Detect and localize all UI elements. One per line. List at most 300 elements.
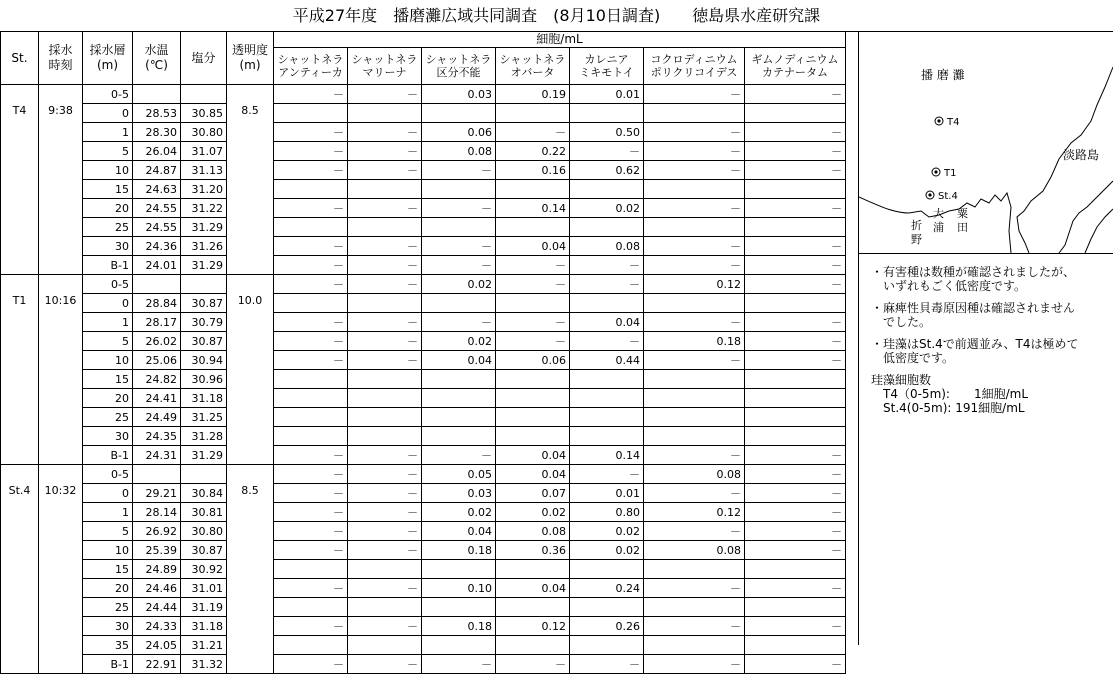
- salinity-cell: 31.26: [181, 237, 227, 256]
- cell-density: －: [274, 446, 348, 465]
- cell-density: [644, 408, 745, 427]
- temp-cell: 24.55: [133, 199, 181, 218]
- temp-cell: [133, 465, 181, 484]
- cell-density: －: [274, 161, 348, 180]
- cell-density: 0.04: [496, 446, 570, 465]
- table-row: [1, 370, 846, 389]
- col-header-species: シャットネラ 区分不能: [422, 48, 496, 85]
- salinity-cell: 30.92: [181, 560, 227, 579]
- cell-density: －: [348, 332, 422, 351]
- cell-density: －: [422, 161, 496, 180]
- salinity-cell: 31.29: [181, 256, 227, 275]
- cell-density: －: [644, 351, 745, 370]
- cell-density: [348, 294, 422, 313]
- cell-density: [570, 180, 644, 199]
- cell-density: 0.06: [422, 123, 496, 142]
- temp-cell: 24.44: [133, 598, 181, 617]
- cell-density: [422, 104, 496, 123]
- cell-density: 0.02: [570, 522, 644, 541]
- map-label-sea: 播 磨 灘: [921, 68, 965, 82]
- salinity-cell: 30.84: [181, 484, 227, 503]
- temp-cell: 24.01: [133, 256, 181, 275]
- temp-cell: 24.31: [133, 446, 181, 465]
- col-header-species: シャットネラ マリーナ: [348, 48, 422, 85]
- table-row: [1, 579, 846, 598]
- cell-density: [570, 598, 644, 617]
- cell-density: －: [745, 161, 846, 180]
- cell-density: [422, 389, 496, 408]
- temp-cell: 28.84: [133, 294, 181, 313]
- cell-density: －: [644, 484, 745, 503]
- table-row: [1, 123, 846, 142]
- cell-density: 0.01: [570, 85, 644, 104]
- cell-density: [745, 427, 846, 446]
- cell-density: －: [422, 655, 496, 674]
- salinity-cell: 31.25: [181, 408, 227, 427]
- transparency-cell: 10.0: [227, 275, 274, 465]
- cell-density: －: [496, 123, 570, 142]
- salinity-cell: 30.87: [181, 294, 227, 313]
- cell-density: 0.14: [496, 199, 570, 218]
- cell-density: [348, 104, 422, 123]
- cell-density: 0.08: [422, 142, 496, 161]
- cell-density: －: [274, 85, 348, 104]
- cell-density: 0.02: [422, 332, 496, 351]
- cell-density: 0.02: [570, 199, 644, 218]
- col-header-layer: 採水層 (m): [83, 32, 133, 85]
- salinity-cell: 31.22: [181, 199, 227, 218]
- cell-density: 0.04: [496, 465, 570, 484]
- cell-density: [496, 218, 570, 237]
- diatom-count-title: 珪藻細胞数: [871, 373, 932, 387]
- table-row: [1, 332, 846, 351]
- cell-density: [644, 104, 745, 123]
- cell-density: [422, 218, 496, 237]
- col-header-cells: 細胞/mL: [274, 32, 846, 48]
- cell-density: [422, 180, 496, 199]
- salinity-cell: 30.87: [181, 541, 227, 560]
- temp-cell: 24.46: [133, 579, 181, 598]
- layer-cell: 1: [83, 313, 133, 332]
- salinity-cell: 30.81: [181, 503, 227, 522]
- cell-density: －: [274, 579, 348, 598]
- cell-density: －: [348, 275, 422, 294]
- salinity-cell: 31.28: [181, 427, 227, 446]
- temp-cell: 24.87: [133, 161, 181, 180]
- side-panel: [858, 31, 1113, 645]
- cell-density: 0.44: [570, 351, 644, 370]
- table-row: [1, 275, 846, 294]
- cell-density: 0.12: [644, 503, 745, 522]
- cell-density: －: [348, 484, 422, 503]
- cell-density: －: [745, 465, 846, 484]
- col-header-species: シャットネラ アンティーカ: [274, 48, 348, 85]
- cell-density: －: [496, 655, 570, 674]
- cell-density: 0.02: [422, 503, 496, 522]
- cell-density: －: [644, 237, 745, 256]
- note-diatom: ・珪藻はSt.4で前週並み、T4は極めて 低密度です。: [871, 337, 1079, 365]
- cell-density: [274, 104, 348, 123]
- cell-density: [745, 408, 846, 427]
- cell-density: [496, 560, 570, 579]
- temp-cell: 28.30: [133, 123, 181, 142]
- cell-density: [644, 427, 745, 446]
- temp-cell: [133, 85, 181, 104]
- table-row: [1, 218, 846, 237]
- cell-density: [496, 408, 570, 427]
- map-label-place-2b: 田: [957, 221, 968, 234]
- layer-cell: 10: [83, 351, 133, 370]
- layer-cell: 15: [83, 180, 133, 199]
- salinity-cell: [181, 85, 227, 104]
- cell-density: [348, 427, 422, 446]
- salinity-cell: 31.29: [181, 218, 227, 237]
- cell-density: －: [348, 351, 422, 370]
- cell-density: －: [348, 237, 422, 256]
- map-label-place-1b: 浦: [933, 221, 944, 234]
- cell-density: [570, 427, 644, 446]
- diatom-count-t4: T4（0-5m): 1細胞/mL: [871, 387, 1029, 401]
- station-cell: T4: [1, 85, 39, 275]
- station-cell: T1: [1, 275, 39, 465]
- temp-cell: 24.41: [133, 389, 181, 408]
- cell-density: －: [570, 655, 644, 674]
- cell-density: [348, 370, 422, 389]
- layer-cell: 30: [83, 427, 133, 446]
- cell-density: －: [496, 332, 570, 351]
- col-header-species: コクロディニウム ポリクリコイデス: [644, 48, 745, 85]
- cell-density: －: [644, 655, 745, 674]
- temp-cell: 28.14: [133, 503, 181, 522]
- cell-density: －: [348, 85, 422, 104]
- transparency-cell: 8.5: [227, 85, 274, 275]
- col-header-species: カレニア ミキモトイ: [570, 48, 644, 85]
- cell-density: －: [274, 541, 348, 560]
- cell-density: －: [745, 522, 846, 541]
- table-row: [1, 598, 846, 617]
- table-row: [1, 503, 846, 522]
- cell-density: [745, 560, 846, 579]
- salinity-cell: 31.18: [181, 389, 227, 408]
- cell-density: －: [570, 275, 644, 294]
- salinity-cell: [181, 465, 227, 484]
- layer-cell: 0-5: [83, 465, 133, 484]
- map-drawing: [859, 31, 1113, 253]
- cell-density: －: [274, 522, 348, 541]
- cell-density: －: [745, 85, 846, 104]
- cell-density: 0.12: [496, 617, 570, 636]
- table-row: [1, 617, 846, 636]
- cell-density: －: [745, 199, 846, 218]
- cell-density: [422, 294, 496, 313]
- cell-density: 0.22: [496, 142, 570, 161]
- salinity-cell: 30.87: [181, 332, 227, 351]
- cell-density: －: [745, 446, 846, 465]
- cell-density: 0.04: [570, 313, 644, 332]
- map-label-t4: T4: [947, 117, 960, 128]
- map-label-t1: T1: [944, 168, 957, 179]
- cell-density: －: [745, 142, 846, 161]
- cell-density: －: [644, 313, 745, 332]
- cell-density: [644, 180, 745, 199]
- cell-density: [570, 370, 644, 389]
- cell-density: －: [274, 123, 348, 142]
- cell-density: －: [570, 465, 644, 484]
- cell-density: －: [422, 199, 496, 218]
- salinity-cell: 31.20: [181, 180, 227, 199]
- layer-cell: 25: [83, 598, 133, 617]
- cell-density: 0.02: [422, 275, 496, 294]
- cell-density: －: [348, 446, 422, 465]
- cell-density: －: [348, 655, 422, 674]
- layer-cell: 20: [83, 579, 133, 598]
- layer-cell: B-1: [83, 655, 133, 674]
- map-label-place-1a: 大: [933, 207, 944, 220]
- cell-density: 0.05: [422, 465, 496, 484]
- temp-cell: 26.02: [133, 332, 181, 351]
- cell-density: [570, 218, 644, 237]
- layer-cell: B-1: [83, 256, 133, 275]
- layer-cell: 0-5: [83, 85, 133, 104]
- map-label-island: 淡路島: [1063, 148, 1100, 162]
- cell-density: 0.08: [644, 465, 745, 484]
- cell-density: [422, 560, 496, 579]
- salinity-cell: 31.21: [181, 636, 227, 655]
- cell-density: 0.14: [570, 446, 644, 465]
- cell-density: 0.06: [496, 351, 570, 370]
- cell-density: －: [570, 142, 644, 161]
- table-row: [1, 161, 846, 180]
- table-row: [1, 522, 846, 541]
- cell-density: －: [348, 465, 422, 484]
- cell-density: [745, 294, 846, 313]
- location-map: [859, 31, 1113, 254]
- cell-density: [422, 636, 496, 655]
- layer-cell: 15: [83, 370, 133, 389]
- cell-density: －: [348, 522, 422, 541]
- cell-density: [348, 408, 422, 427]
- table-row: [1, 636, 846, 655]
- cell-density: [274, 218, 348, 237]
- cell-density: [274, 370, 348, 389]
- cell-density: [745, 180, 846, 199]
- cell-density: [348, 560, 422, 579]
- station-cell: St.4: [1, 465, 39, 674]
- cell-density: 0.18: [644, 332, 745, 351]
- cell-density: －: [745, 256, 846, 275]
- cell-density: －: [644, 256, 745, 275]
- temp-cell: 28.53: [133, 104, 181, 123]
- cell-density: [496, 180, 570, 199]
- cell-density: [496, 370, 570, 389]
- temp-cell: 24.36: [133, 237, 181, 256]
- cell-density: [274, 560, 348, 579]
- salinity-cell: 30.79: [181, 313, 227, 332]
- cell-density: [644, 636, 745, 655]
- cell-density: 0.04: [496, 237, 570, 256]
- cell-density: 0.80: [570, 503, 644, 522]
- cell-density: 0.01: [570, 484, 644, 503]
- table-row: [1, 313, 846, 332]
- cell-density: [422, 427, 496, 446]
- time-cell: 9:38: [39, 85, 83, 275]
- cell-density: －: [422, 446, 496, 465]
- cell-density: －: [274, 142, 348, 161]
- cell-density: [570, 294, 644, 313]
- cell-density: －: [274, 617, 348, 636]
- layer-cell: 0: [83, 294, 133, 313]
- cell-density: [745, 636, 846, 655]
- table-row: [1, 446, 846, 465]
- cell-density: －: [274, 332, 348, 351]
- cell-density: [496, 389, 570, 408]
- cell-density: －: [274, 655, 348, 674]
- cell-density: －: [348, 503, 422, 522]
- cell-density: －: [644, 123, 745, 142]
- col-header-salinity: 塩分: [181, 32, 227, 85]
- cell-density: 0.16: [496, 161, 570, 180]
- table-row: [1, 237, 846, 256]
- salinity-cell: 31.19: [181, 598, 227, 617]
- cell-density: 0.50: [570, 123, 644, 142]
- map-label-st4: St.4: [938, 191, 958, 202]
- map-label-place-3b: 野: [911, 233, 922, 246]
- cell-density: [496, 294, 570, 313]
- salinity-cell: 30.80: [181, 123, 227, 142]
- temp-cell: 25.06: [133, 351, 181, 370]
- cell-density: －: [274, 465, 348, 484]
- cell-density: [570, 408, 644, 427]
- cell-density: [496, 427, 570, 446]
- temp-cell: 24.63: [133, 180, 181, 199]
- layer-cell: 25: [83, 218, 133, 237]
- cell-density: [745, 389, 846, 408]
- transparency-cell: 8.5: [227, 465, 274, 674]
- cell-density: －: [274, 237, 348, 256]
- cell-density: [274, 180, 348, 199]
- cell-density: [745, 598, 846, 617]
- cell-density: －: [274, 351, 348, 370]
- table-row: [1, 85, 846, 104]
- cell-density: [348, 218, 422, 237]
- table-row: [1, 655, 846, 674]
- salinity-cell: 31.32: [181, 655, 227, 674]
- salinity-cell: 31.13: [181, 161, 227, 180]
- cell-density: [348, 180, 422, 199]
- time-cell: 10:32: [39, 465, 83, 674]
- cell-density: 0.02: [570, 541, 644, 560]
- temp-cell: 26.92: [133, 522, 181, 541]
- layer-cell: 5: [83, 522, 133, 541]
- cell-density: [745, 104, 846, 123]
- cell-density: 0.26: [570, 617, 644, 636]
- cell-density: －: [422, 256, 496, 275]
- cell-density: [745, 370, 846, 389]
- temp-cell: 24.49: [133, 408, 181, 427]
- cell-density: －: [644, 579, 745, 598]
- cell-density: [570, 389, 644, 408]
- col-header-time: 採水 時刻: [39, 32, 83, 85]
- cell-density: －: [745, 484, 846, 503]
- temp-cell: 24.35: [133, 427, 181, 446]
- cell-density: －: [745, 123, 846, 142]
- cell-density: [422, 408, 496, 427]
- layer-cell: 1: [83, 503, 133, 522]
- cell-density: [644, 389, 745, 408]
- layer-cell: 10: [83, 541, 133, 560]
- cell-density: －: [274, 484, 348, 503]
- cell-density: 0.03: [422, 484, 496, 503]
- cell-density: 0.10: [422, 579, 496, 598]
- table-row: [1, 408, 846, 427]
- layer-cell: 10: [83, 161, 133, 180]
- salinity-cell: 30.96: [181, 370, 227, 389]
- cell-density: －: [644, 446, 745, 465]
- cell-density: [496, 104, 570, 123]
- table-row: [1, 465, 846, 484]
- layer-cell: 0-5: [83, 275, 133, 294]
- table-row: [1, 560, 846, 579]
- temp-cell: 28.17: [133, 313, 181, 332]
- cell-density: [570, 104, 644, 123]
- cell-density: －: [570, 256, 644, 275]
- table-row: [1, 199, 846, 218]
- cell-density: －: [745, 617, 846, 636]
- cell-density: [644, 294, 745, 313]
- salinity-cell: 30.85: [181, 104, 227, 123]
- cell-density: [570, 636, 644, 655]
- cell-density: [274, 389, 348, 408]
- diatom-count-st4: St.4(0-5m): 191細胞/mL: [871, 401, 1025, 415]
- temp-cell: 25.39: [133, 541, 181, 560]
- cell-density: －: [348, 161, 422, 180]
- cell-density: [348, 389, 422, 408]
- temp-cell: [133, 275, 181, 294]
- cell-density: －: [274, 256, 348, 275]
- table-row: [1, 104, 846, 123]
- cell-density: －: [496, 256, 570, 275]
- cell-density: －: [348, 256, 422, 275]
- cell-density: －: [348, 123, 422, 142]
- cell-density: [644, 218, 745, 237]
- col-header-station: St.: [1, 32, 39, 85]
- temp-cell: 26.04: [133, 142, 181, 161]
- cell-density: －: [644, 617, 745, 636]
- layer-cell: 1: [83, 123, 133, 142]
- cell-density: 0.36: [496, 541, 570, 560]
- cell-density: －: [644, 142, 745, 161]
- cell-density: －: [422, 313, 496, 332]
- layer-cell: 35: [83, 636, 133, 655]
- cell-density: －: [274, 503, 348, 522]
- salinity-cell: 31.07: [181, 142, 227, 161]
- cell-density: [274, 427, 348, 446]
- cell-density: [274, 636, 348, 655]
- temp-cell: 24.33: [133, 617, 181, 636]
- layer-cell: 5: [83, 142, 133, 161]
- map-label-place-2a: 粟: [957, 207, 968, 220]
- cell-density: －: [496, 275, 570, 294]
- layer-cell: 0: [83, 484, 133, 503]
- cell-density: [644, 370, 745, 389]
- table-row: [1, 142, 846, 161]
- layer-cell: 20: [83, 199, 133, 218]
- salinity-cell: 30.80: [181, 522, 227, 541]
- cell-density: －: [348, 199, 422, 218]
- survey-table: [0, 31, 846, 674]
- layer-cell: 25: [83, 408, 133, 427]
- cell-density: －: [274, 313, 348, 332]
